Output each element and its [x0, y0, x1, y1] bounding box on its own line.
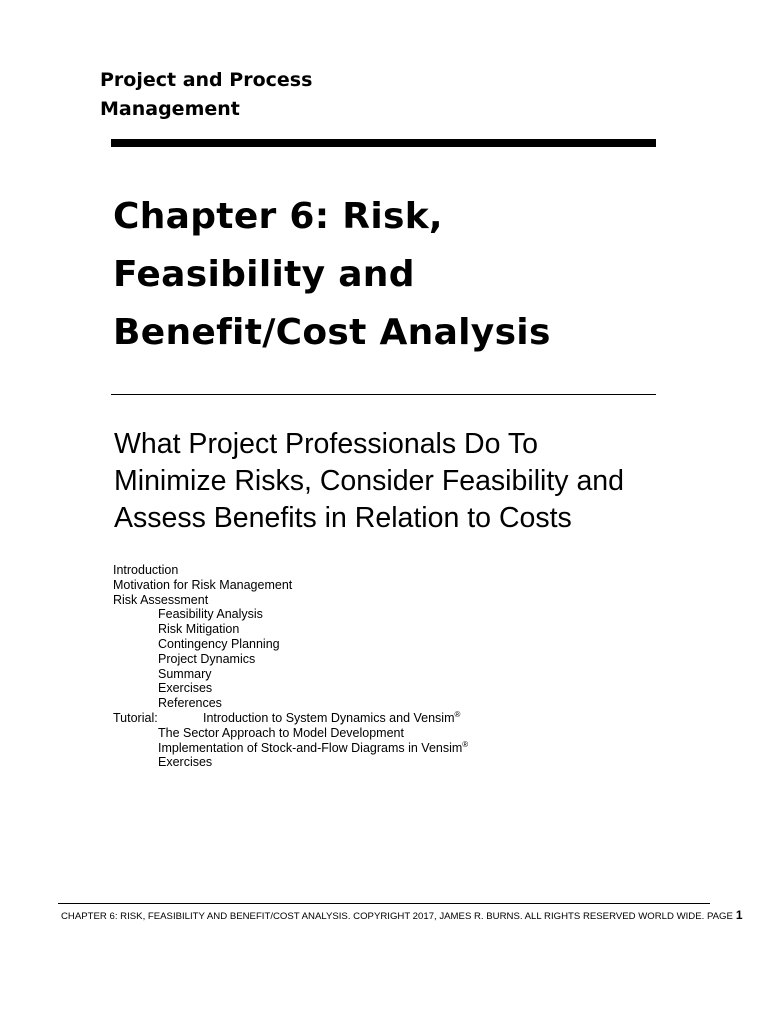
chapter-title-line: Chapter 6: Risk, — [113, 196, 443, 237]
title-divider — [111, 394, 656, 395]
toc-tutorial-row — [113, 711, 673, 726]
toc-subitem: The Sector Approach to Model Development — [158, 725, 404, 740]
toc-subitem: Exercises — [158, 755, 213, 770]
book-title — [100, 66, 520, 124]
page-number: 1 — [735, 908, 743, 922]
subtitle-line: Minimize Risks, Consider Feasibility and — [114, 465, 624, 497]
footer-text: CHAPTER 6: RISK, FEASIBILITY AND BENEFIT/COST ANALYSIS. COPYRIGHT 2017, JAMES R. BURNS. ALL RIGHTS RESERVED WORLD WIDE. PAGE — [61, 911, 733, 922]
toc-subitem: Feasibility Analysis — [158, 607, 263, 622]
toc-tutorial-label: Tutorial: — [113, 710, 158, 725]
toc-subitem: Project Dynamics — [158, 651, 256, 666]
footer-divider — [58, 903, 710, 904]
page-footer — [61, 908, 743, 924]
toc-item: Risk Assessment — [113, 592, 209, 607]
header-divider — [111, 139, 656, 147]
toc-subitem: Contingency Planning — [158, 636, 280, 651]
chapter-title-line: Benefit/Cost Analysis — [113, 312, 551, 353]
toc-subitem: Exercises — [158, 681, 213, 696]
toc-tutorial-item: Introduction to System Dynamics and Vensim — [203, 710, 455, 725]
toc-subitem: References — [158, 696, 222, 711]
book-title-line: Project and Process — [100, 69, 313, 91]
registered-mark: ® — [462, 739, 469, 749]
toc-subitem-row — [113, 741, 673, 756]
chapter-title — [113, 188, 673, 362]
toc-subitem: Risk Mitigation — [158, 622, 240, 637]
toc-subitem: Implementation of Stock-and-Flow Diagrams in Vensim — [158, 740, 463, 755]
toc-subitem: Summary — [158, 666, 212, 681]
chapter-title-line: Feasibility and — [113, 254, 415, 295]
registered-mark: ® — [454, 709, 461, 719]
chapter-subtitle — [114, 426, 714, 537]
table-of-contents — [113, 563, 673, 770]
subtitle-line: What Project Professionals Do To — [114, 428, 538, 460]
toc-item: Introduction — [113, 563, 179, 577]
subtitle-line: Assess Benefits in Relation to Costs — [114, 502, 572, 534]
toc-item: Motivation for Risk Management — [113, 577, 293, 592]
book-title-line: Management — [100, 98, 240, 120]
